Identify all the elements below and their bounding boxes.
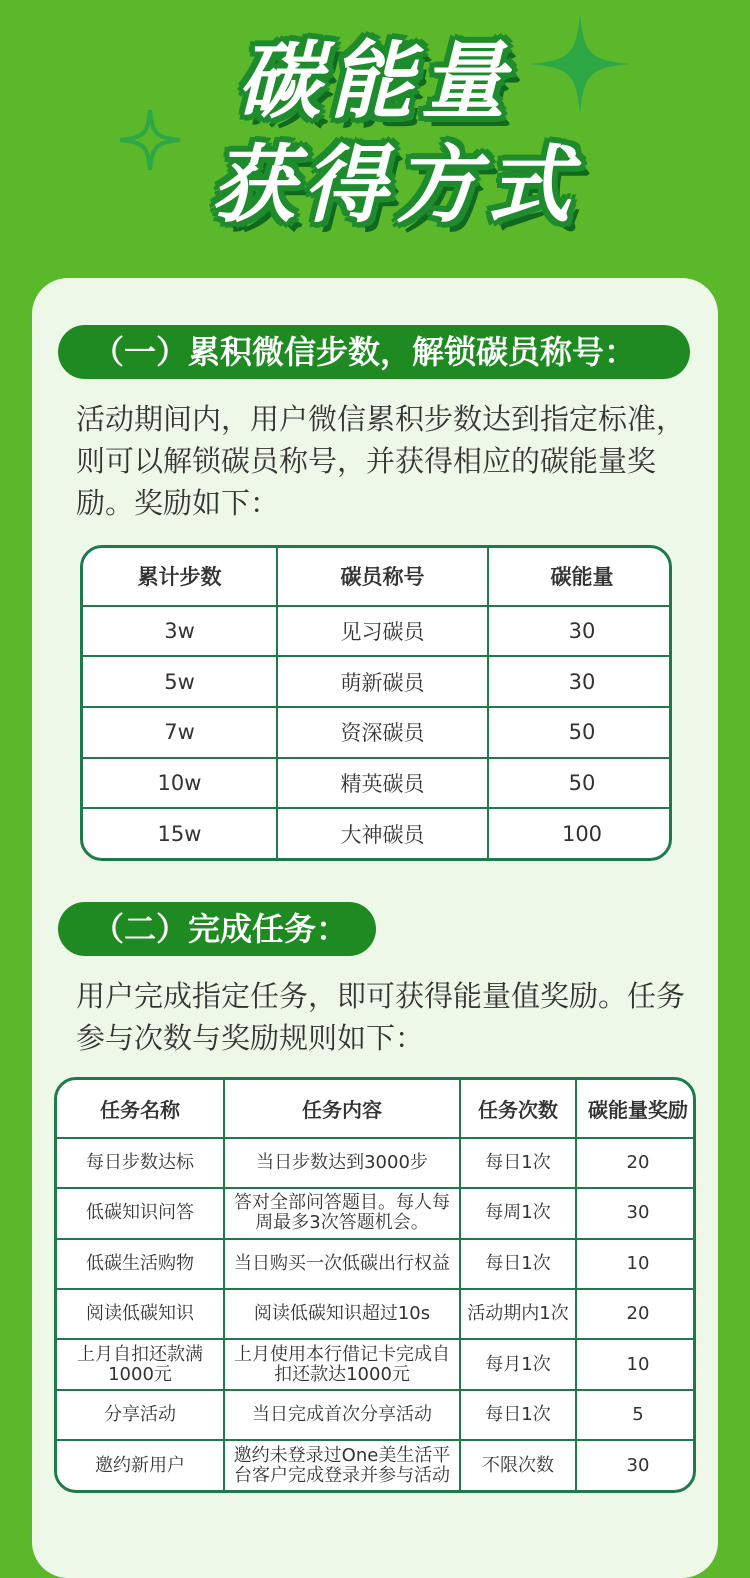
energy-cell: 30 (488, 606, 672, 657)
column-header: 累计步数 (83, 548, 277, 606)
task-reward-table (54, 1077, 696, 1493)
energy-cell: 100 (488, 808, 672, 858)
task-reward-cell: 20 (576, 1138, 696, 1188)
energy-cell: 30 (488, 656, 672, 707)
steps-cell: 3w (83, 606, 277, 657)
table-row (57, 1188, 696, 1238)
task-reward-cell: 5 (576, 1390, 696, 1440)
section2-heading: （二）完成任务： (58, 902, 376, 956)
task-count-cell: 每日1次 (460, 1390, 576, 1440)
table-row (57, 1339, 696, 1389)
table-row (83, 707, 672, 758)
table-row (57, 1390, 696, 1440)
task-count-cell: 不限次数 (460, 1440, 576, 1490)
table-header-row (83, 548, 672, 606)
title-cell: 精英碳员 (277, 758, 488, 809)
title-cell: 萌新碳员 (277, 656, 488, 707)
task-count-cell: 每周1次 (460, 1188, 576, 1238)
column-header: 碳能量奖励 (576, 1080, 696, 1138)
table-row (57, 1440, 696, 1490)
steps-cell: 7w (83, 707, 277, 758)
table-row (83, 808, 672, 858)
energy-cell: 50 (488, 758, 672, 809)
task-reward-cell: 30 (576, 1440, 696, 1490)
column-header: 任务内容 (224, 1080, 460, 1138)
hero-title-line1: 碳能量 (236, 32, 513, 130)
task-content-cell: 阅读低碳知识超过10s (224, 1289, 460, 1339)
task-reward-cell: 10 (576, 1339, 696, 1389)
column-header: 碳员称号 (277, 548, 488, 606)
task-count-cell: 每月1次 (460, 1339, 576, 1389)
task-name-cell: 邀约新用户 (57, 1440, 224, 1490)
energy-cell: 50 (488, 707, 672, 758)
title-cell: 资深碳员 (277, 707, 488, 758)
table-row (57, 1138, 696, 1188)
task-reward-cell: 30 (576, 1188, 696, 1238)
steps-cell: 15w (83, 808, 277, 858)
task-name-cell: 每日步数达标 (57, 1138, 224, 1188)
task-count-cell: 每日1次 (460, 1239, 576, 1289)
steps-cell: 5w (83, 656, 277, 707)
task-content-cell: 当日完成首次分享活动 (224, 1390, 460, 1440)
column-header: 任务名称 (57, 1080, 224, 1138)
table-row (83, 606, 672, 657)
table-row (57, 1289, 696, 1339)
task-content-cell: 当日购买一次低碳出行权益 (224, 1239, 460, 1289)
task-content-cell: 当日步数达到3000步 (224, 1138, 460, 1188)
column-header: 碳能量 (488, 548, 672, 606)
table-row (83, 656, 672, 707)
title-cell: 大神碳员 (277, 808, 488, 858)
task-reward-cell: 10 (576, 1239, 696, 1289)
section1-heading: （一）累积微信步数，解锁碳员称号： (58, 325, 690, 379)
task-content-cell: 邀约未登录过One美生活平台客户完成登录并参与活动 (224, 1440, 460, 1490)
task-name-cell: 低碳知识问答 (57, 1188, 224, 1238)
hero-banner (0, 0, 750, 270)
task-name-cell: 分享活动 (57, 1390, 224, 1440)
task-count-cell: 活动期内1次 (460, 1289, 576, 1339)
title-cell: 见习碳员 (277, 606, 488, 657)
table-header-row (57, 1080, 696, 1138)
table-row (57, 1239, 696, 1289)
column-header: 任务次数 (460, 1080, 576, 1138)
steps-cell: 10w (83, 758, 277, 809)
steps-reward-table (80, 545, 672, 861)
section2-description: 用户完成指定任务，即可获得能量值奖励。任务参与次数与奖励规则如下： (76, 979, 686, 1055)
section1-description: 活动期间内，用户微信累积步数达到指定标准，则可以解锁碳员称号，并获得相应的碳能量奖励。奖励如下： (76, 402, 686, 520)
task-name-cell: 阅读低碳知识 (57, 1289, 224, 1339)
task-content-cell: 答对全部问答题目。每人每周最多3次答题机会。 (224, 1188, 460, 1238)
task-name-cell: 上月自扣还款满1000元 (57, 1339, 224, 1389)
table-row (83, 758, 672, 809)
task-content-cell: 上月使用本行借记卡完成自扣还款达1000元 (224, 1339, 460, 1389)
task-reward-cell: 20 (576, 1289, 696, 1339)
task-name-cell: 低碳生活购物 (57, 1239, 224, 1289)
task-count-cell: 每日1次 (460, 1138, 576, 1188)
hero-title-line2: 获得方式 (210, 136, 579, 234)
